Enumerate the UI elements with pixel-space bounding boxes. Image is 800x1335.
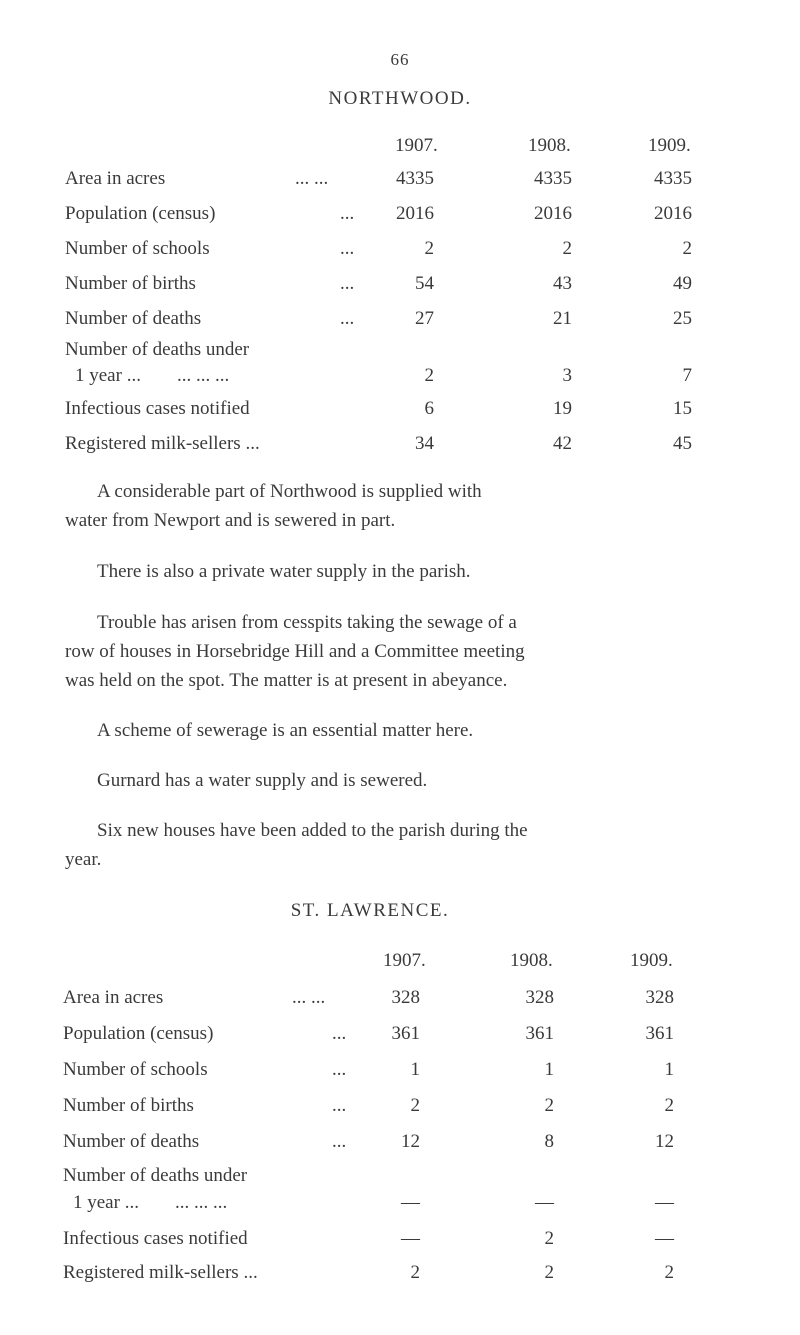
northwood-row-dots: ... <box>340 308 355 329</box>
st-lawrence-title: ST. LAWRENCE. <box>290 900 450 921</box>
northwood-row-dots: ... <box>340 203 355 224</box>
st-lawrence-row-label-continued: 1 year ... <box>73 1192 139 1213</box>
northwood-cell: 2016 <box>534 203 572 224</box>
st-lawrence-cell: 361 <box>645 1023 674 1044</box>
st-lawrence-cell: 1 <box>544 1059 554 1080</box>
northwood-year-1908: 1908. <box>528 135 571 156</box>
paragraph-line: Gurnard has a water supply and is sewered. <box>97 770 428 791</box>
northwood-cell: 2016 <box>396 203 434 224</box>
paragraph-line: There is also a private water supply in the parish. <box>97 561 471 582</box>
northwood-cell: 15 <box>673 398 692 419</box>
northwood-row-dots: ... ... <box>295 168 329 189</box>
st-lawrence-row-dots: ... ... ... <box>175 1192 228 1213</box>
northwood-cell: 2 <box>562 238 572 259</box>
st-lawrence-row-label: Area in acres <box>63 987 164 1008</box>
northwood-cell: 19 <box>553 398 572 419</box>
st-lawrence-cell: 328 <box>391 987 420 1008</box>
paragraph-line: Trouble has arisen from cesspits taking the sewage of a <box>97 612 517 633</box>
st-lawrence-cell: 8 <box>544 1131 554 1152</box>
st-lawrence-cell: 361 <box>525 1023 554 1044</box>
st-lawrence-row-label: Number of births <box>63 1095 194 1116</box>
st-lawrence-cell: — <box>535 1192 554 1213</box>
st-lawrence-row-dots: ... <box>332 1023 347 1044</box>
northwood-row-label: Population (census) <box>65 203 216 224</box>
northwood-cell: 45 <box>673 433 692 454</box>
northwood-year-1909: 1909. <box>648 135 691 156</box>
northwood-cell: 4335 <box>396 168 434 189</box>
st-lawrence-year-1908: 1908. <box>510 950 553 971</box>
paragraph-line: water from Newport and is sewered in part. <box>65 510 396 531</box>
st-lawrence-cell: 2 <box>664 1262 674 1283</box>
st-lawrence-cell: 2 <box>664 1095 674 1116</box>
paragraph-line: A considerable part of Northwood is supplied with <box>97 481 482 502</box>
northwood-cell: 27 <box>415 308 434 329</box>
st-lawrence-row-label: Number of deaths under <box>63 1165 248 1186</box>
northwood-year-1907: 1907. <box>395 135 438 156</box>
st-lawrence-year-1907: 1907. <box>383 950 426 971</box>
st-lawrence-cell: — <box>655 1192 674 1213</box>
northwood-cell: 2 <box>424 238 434 259</box>
northwood-row-label: Number of births <box>65 273 196 294</box>
northwood-cell: 7 <box>682 365 692 386</box>
st-lawrence-row-label: Population (census) <box>63 1023 214 1044</box>
st-lawrence-cell: 1 <box>664 1059 674 1080</box>
st-lawrence-cell: 2 <box>544 1262 554 1283</box>
northwood-cell: 4335 <box>534 168 572 189</box>
northwood-cell: 21 <box>553 308 572 329</box>
st-lawrence-cell: — <box>401 1228 420 1249</box>
paragraph-line: A scheme of sewerage is an essential matter here. <box>97 720 474 741</box>
st-lawrence-row-dots: ... ... <box>292 987 326 1008</box>
northwood-cell: 43 <box>553 273 572 294</box>
northwood-cell: 42 <box>553 433 572 454</box>
northwood-cell: 4335 <box>654 168 692 189</box>
st-lawrence-cell: — <box>655 1228 674 1249</box>
st-lawrence-row-label: Infectious cases notified <box>63 1228 248 1249</box>
st-lawrence-row-label: Number of deaths <box>63 1131 200 1152</box>
st-lawrence-cell: 2 <box>544 1095 554 1116</box>
paragraph-line: year. <box>65 849 102 870</box>
northwood-cell: 2 <box>682 238 692 259</box>
st-lawrence-cell: 328 <box>525 987 554 1008</box>
northwood-cell: 34 <box>415 433 434 454</box>
st-lawrence-cell: 2 <box>410 1095 420 1116</box>
paragraph-line: was held on the spot. The matter is at present in abeyance. <box>65 670 508 691</box>
paragraph-line: row of houses in Horsebridge Hill and a Committee meeting <box>65 641 525 662</box>
st-lawrence-cell: 1 <box>410 1059 420 1080</box>
paragraph-line: Six new houses have been added to the parish during the <box>97 820 528 841</box>
northwood-cell: 6 <box>424 398 434 419</box>
northwood-row-label: Registered milk-sellers ... <box>65 433 260 454</box>
st-lawrence-cell: 12 <box>655 1131 674 1152</box>
northwood-row-dots: ... <box>340 273 355 294</box>
st-lawrence-row-dots: ... <box>332 1131 347 1152</box>
northwood-cell: 2 <box>424 365 434 386</box>
northwood-row-dots: ... <box>340 238 355 259</box>
northwood-row-dots: ... ... ... <box>177 365 230 386</box>
st-lawrence-cell: 2 <box>410 1262 420 1283</box>
st-lawrence-year-1909: 1909. <box>630 950 673 971</box>
st-lawrence-cell: 2 <box>544 1228 554 1249</box>
st-lawrence-row-dots: ... <box>332 1095 347 1116</box>
northwood-row-label: Number of deaths <box>65 308 202 329</box>
st-lawrence-cell: 361 <box>391 1023 420 1044</box>
northwood-cell: 2016 <box>654 203 692 224</box>
northwood-cell: 25 <box>673 308 692 329</box>
st-lawrence-row-label: Number of schools <box>63 1059 208 1080</box>
st-lawrence-cell: 328 <box>645 987 674 1008</box>
northwood-row-label: Number of schools <box>65 238 210 259</box>
st-lawrence-row-label: Registered milk-sellers ... <box>63 1262 258 1283</box>
northwood-cell: 49 <box>673 273 692 294</box>
page-number: 66 <box>390 50 410 69</box>
northwood-cell: 3 <box>562 365 572 386</box>
northwood-row-label: Area in acres <box>65 168 166 189</box>
northwood-cell: 54 <box>415 273 434 294</box>
northwood-row-label: Infectious cases notified <box>65 398 250 419</box>
st-lawrence-row-dots: ... <box>332 1059 347 1080</box>
northwood-title: NORTHWOOD. <box>328 88 472 109</box>
northwood-row-label-continued: 1 year ... <box>75 365 141 386</box>
st-lawrence-cell: 12 <box>401 1131 420 1152</box>
northwood-row-label: Number of deaths under <box>65 339 250 360</box>
st-lawrence-cell: — <box>401 1192 420 1213</box>
